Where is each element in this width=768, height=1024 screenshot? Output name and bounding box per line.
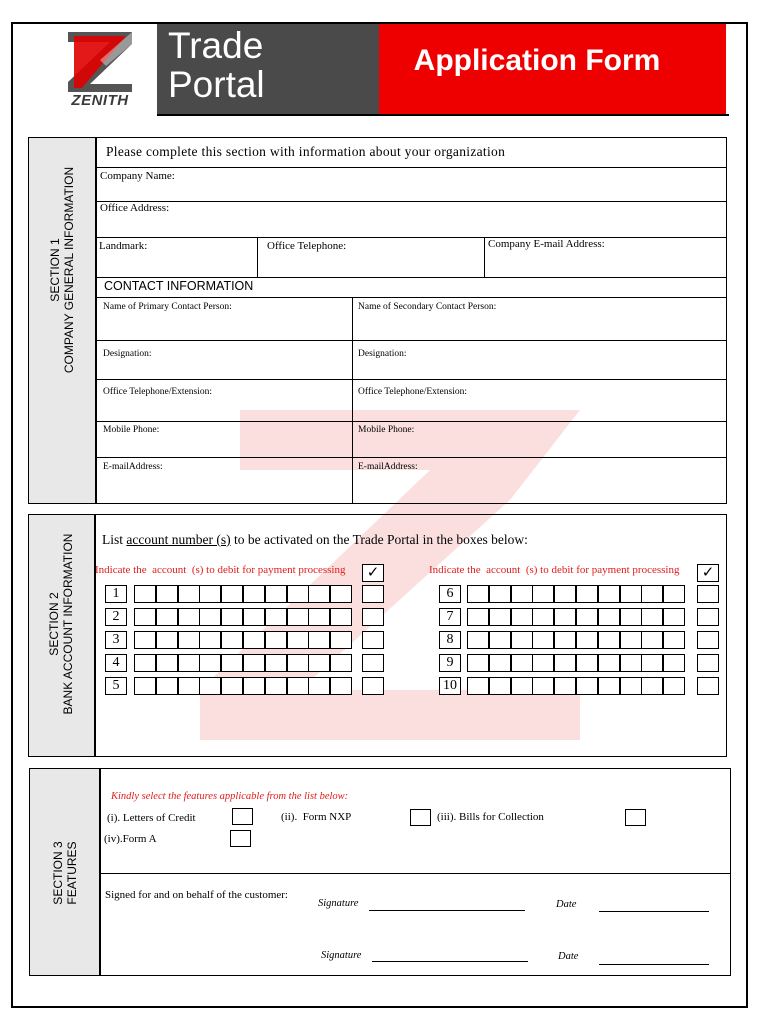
account-digit-box[interactable] [265, 608, 287, 626]
account-digit-box[interactable] [243, 608, 265, 626]
account-digit-box[interactable] [489, 677, 511, 695]
account-digit-box[interactable] [576, 608, 598, 626]
account-digit-box[interactable] [598, 677, 620, 695]
office-address-label: Office Address: [100, 202, 170, 214]
account-digit-box[interactable] [221, 654, 243, 672]
account-digit-box[interactable] [598, 608, 620, 626]
account-digit-box[interactable] [156, 677, 178, 695]
secondary-mobile-label: Mobile Phone: [358, 425, 415, 435]
account-digit-box[interactable] [178, 677, 200, 695]
right-row-number: 10 [439, 677, 461, 695]
account-digit-box[interactable] [598, 654, 620, 672]
primary-designation-field[interactable] [99, 362, 349, 378]
account-digit-box[interactable] [265, 631, 287, 649]
account-digit-box[interactable] [221, 677, 243, 695]
left-row-number: 1 [105, 585, 127, 603]
account-digit-box[interactable] [199, 631, 221, 649]
account-digit-box[interactable] [134, 608, 156, 626]
account-digit-box[interactable] [489, 608, 511, 626]
account-digit-box[interactable] [265, 677, 287, 695]
primary-mobile-label: Mobile Phone: [103, 425, 160, 435]
left-debit-note: Indicate the account (s) to debit for payment processing [95, 564, 346, 576]
signature-1-line[interactable] [369, 910, 525, 911]
left-row-number: 2 [105, 608, 127, 626]
left-row-number: 5 [105, 677, 127, 695]
date-2-label: Date [558, 951, 579, 962]
account-digit-box[interactable] [265, 654, 287, 672]
office-address-field[interactable] [98, 215, 726, 237]
secondary-office-tel-field[interactable] [355, 400, 725, 420]
right-debit-header-checkbox[interactable]: ✓ [697, 564, 719, 582]
debit-account-checkbox[interactable] [697, 654, 719, 672]
form-title: Application Form [413, 44, 661, 77]
company-email-field[interactable] [487, 254, 725, 276]
feature-form-nxp-label: (ii). Form NXP [281, 811, 352, 823]
feature-form-a-label: (iv).Form A [104, 833, 157, 845]
account-digit-box[interactable] [663, 677, 685, 695]
account-digit-box[interactable] [641, 631, 663, 649]
section-1-label [48, 120, 78, 420]
row-divider [97, 297, 727, 298]
account-digit-box[interactable] [134, 631, 156, 649]
account-digit-box[interactable] [134, 585, 156, 603]
account-digit-box[interactable] [620, 585, 642, 603]
row-divider [97, 201, 727, 202]
debit-account-checkbox[interactable] [362, 654, 384, 672]
primary-office-tel-field[interactable] [99, 400, 349, 420]
section-3-intro: Kindly select the features applicable from the list below: [111, 791, 349, 802]
account-digit-box[interactable] [620, 631, 642, 649]
account-digit-box[interactable] [511, 608, 533, 626]
account-digit-box[interactable] [511, 585, 533, 603]
signature-2-label: Signature [321, 950, 362, 961]
account-digit-box[interactable] [308, 677, 330, 695]
account-digit-box[interactable] [576, 677, 598, 695]
logo-wordmark: ZENITH [71, 92, 129, 109]
account-digit-box[interactable] [330, 631, 352, 649]
account-digit-box[interactable] [641, 585, 663, 603]
section-3-title: FEATURES [65, 841, 79, 905]
account-digit-box[interactable] [620, 608, 642, 626]
left-debit-header-checkbox[interactable]: ✓ [362, 564, 384, 582]
account-digit-box[interactable] [308, 631, 330, 649]
landmark-field[interactable] [98, 254, 256, 276]
feature-form-a-checkbox[interactable] [230, 830, 251, 847]
feature-bills-for-collection-checkbox[interactable] [625, 809, 646, 826]
account-digit-box[interactable] [554, 654, 576, 672]
secondary-designation-label: Designation: [358, 349, 407, 359]
account-digit-box[interactable] [178, 608, 200, 626]
row-divider [97, 277, 727, 278]
title-line-2: Portal [168, 64, 265, 105]
account-digit-box[interactable] [467, 677, 489, 695]
account-digit-box[interactable] [243, 677, 265, 695]
secondary-contact-label: Name of Secondary Contact Person: [358, 302, 497, 312]
section-2-intro [102, 532, 528, 548]
intro-text: to be activated on the Trade Portal in the boxes below: [230, 532, 528, 547]
feature-letters-of-credit-label: (i). Letters of Credit [107, 812, 196, 824]
account-digit-box[interactable] [156, 631, 178, 649]
account-digit-box[interactable] [511, 631, 533, 649]
account-digit-box[interactable] [330, 608, 352, 626]
primary-mobile-field[interactable] [99, 438, 349, 456]
account-digit-box[interactable] [489, 654, 511, 672]
account-digit-box[interactable] [663, 654, 685, 672]
account-digit-box[interactable] [287, 654, 309, 672]
debit-account-checkbox[interactable] [697, 631, 719, 649]
account-digit-box[interactable] [287, 677, 309, 695]
debit-account-checkbox[interactable] [362, 608, 384, 626]
account-digit-box[interactable] [287, 608, 309, 626]
primary-contact-label: Name of Primary Contact Person: [103, 302, 232, 312]
row-divider [97, 167, 727, 168]
feature-form-nxp-checkbox[interactable] [410, 809, 431, 826]
row-divider [97, 421, 727, 422]
debit-account-checkbox[interactable] [362, 631, 384, 649]
account-digit-box[interactable] [199, 654, 221, 672]
account-digit-box[interactable] [221, 585, 243, 603]
signature-2-line[interactable] [372, 961, 528, 962]
debit-account-checkbox[interactable] [697, 608, 719, 626]
left-row-number: 3 [105, 631, 127, 649]
account-digit-box[interactable] [243, 585, 265, 603]
account-digit-box[interactable] [532, 608, 554, 626]
account-digit-box[interactable] [221, 608, 243, 626]
row-divider [97, 379, 727, 380]
signed-on-behalf-label: Signed for and on behalf of the customer: [105, 889, 288, 901]
account-digit-box[interactable] [554, 631, 576, 649]
left-row-number: 4 [105, 654, 127, 672]
account-digit-box[interactable] [156, 608, 178, 626]
landmark-label: Landmark: [99, 240, 148, 252]
account-digit-box[interactable] [532, 654, 554, 672]
title-line-1: Trade [168, 25, 264, 66]
account-digit-box[interactable] [641, 654, 663, 672]
account-digit-box[interactable] [287, 631, 309, 649]
primary-office-tel-label: Office Telephone/Extension: [103, 387, 212, 397]
intro-text: List [102, 532, 127, 547]
secondary-email-field[interactable] [355, 476, 725, 500]
office-telephone-label: Office Telephone: [267, 240, 347, 252]
account-digit-box[interactable] [576, 585, 598, 603]
date-1-line[interactable] [599, 911, 709, 912]
primary-contact-field[interactable] [99, 315, 349, 339]
account-digit-box[interactable] [620, 654, 642, 672]
account-digit-box[interactable] [554, 677, 576, 695]
account-digit-box[interactable] [308, 585, 330, 603]
secondary-designation-field[interactable] [355, 362, 725, 378]
account-digit-box[interactable] [265, 585, 287, 603]
header-divider [157, 114, 729, 116]
debit-account-checkbox[interactable] [697, 585, 719, 603]
company-name-label: Company Name: [100, 170, 175, 182]
account-digit-box[interactable] [663, 608, 685, 626]
account-digit-box[interactable] [156, 585, 178, 603]
right-row-number: 8 [439, 631, 461, 649]
company-email-label: Company E-mail Address: [488, 238, 605, 250]
account-digit-box[interactable] [598, 631, 620, 649]
account-digit-box[interactable] [178, 585, 200, 603]
account-digit-box[interactable] [467, 631, 489, 649]
col-divider [257, 237, 258, 277]
account-digit-box[interactable] [178, 654, 200, 672]
feature-letters-of-credit-checkbox[interactable] [232, 808, 253, 825]
account-digit-box[interactable] [467, 608, 489, 626]
debit-account-checkbox[interactable] [362, 677, 384, 695]
section-1-number: SECTION 1 [48, 238, 62, 302]
trade-portal-title [168, 26, 265, 104]
account-digit-box[interactable] [330, 677, 352, 695]
account-digit-box[interactable] [641, 677, 663, 695]
office-telephone-field[interactable] [260, 254, 482, 276]
right-row-number: 7 [439, 608, 461, 626]
account-digit-box[interactable] [663, 585, 685, 603]
account-digit-box[interactable] [511, 677, 533, 695]
account-digit-box[interactable] [467, 654, 489, 672]
account-digit-box[interactable] [156, 654, 178, 672]
account-digit-box[interactable] [467, 585, 489, 603]
primary-designation-label: Designation: [103, 349, 152, 359]
account-digit-box[interactable] [330, 585, 352, 603]
row-divider [97, 457, 727, 458]
section-2-number: SECTION 2 [47, 592, 61, 656]
account-digit-box[interactable] [199, 608, 221, 626]
account-digit-box[interactable] [308, 654, 330, 672]
account-digit-box[interactable] [641, 608, 663, 626]
account-digit-box[interactable] [134, 677, 156, 695]
secondary-contact-field[interactable] [355, 315, 725, 339]
secondary-email-label: E-mailAddress: [358, 462, 418, 472]
row-divider [97, 237, 727, 238]
right-row-number: 9 [439, 654, 461, 672]
secondary-office-tel-label: Office Telephone/Extension: [358, 387, 467, 397]
account-digit-box[interactable] [576, 631, 598, 649]
row-divider [97, 340, 727, 341]
account-digit-box[interactable] [511, 654, 533, 672]
account-digit-box[interactable] [199, 677, 221, 695]
date-2-line[interactable] [599, 964, 709, 965]
account-digit-box[interactable] [178, 631, 200, 649]
contact-info-heading: CONTACT INFORMATION [104, 279, 254, 293]
account-digit-box[interactable] [308, 608, 330, 626]
section-2-title: BANK ACCOUNT INFORMATION [61, 533, 75, 715]
right-debit-note: Indicate the account (s) to debit for payment processing [429, 564, 680, 576]
account-digit-box[interactable] [199, 585, 221, 603]
account-digit-box[interactable] [554, 608, 576, 626]
section-3-label [51, 723, 81, 1023]
account-digit-box[interactable] [663, 631, 685, 649]
row-divider [101, 873, 730, 874]
primary-email-label: E-mailAddress: [103, 462, 163, 472]
section-3-number: SECTION 3 [51, 841, 65, 905]
debit-account-checkbox[interactable] [697, 677, 719, 695]
section-1-intro: Please complete this section with information about your organization [106, 144, 506, 159]
account-digit-box[interactable] [221, 631, 243, 649]
primary-email-field[interactable] [99, 476, 349, 500]
account-digit-box[interactable] [134, 654, 156, 672]
company-name-field[interactable] [98, 182, 726, 200]
date-1-label: Date [556, 899, 577, 910]
account-digit-box[interactable] [330, 654, 352, 672]
account-digit-box[interactable] [532, 677, 554, 695]
account-digit-box[interactable] [554, 585, 576, 603]
section-1-title: COMPANY GENERAL INFORMATION [62, 166, 76, 374]
account-digit-box[interactable] [620, 677, 642, 695]
intro-underlined: account number (s) [126, 532, 231, 547]
col-divider [484, 237, 485, 277]
account-digit-box[interactable] [598, 585, 620, 603]
account-digit-box[interactable] [532, 585, 554, 603]
right-row-number: 6 [439, 585, 461, 603]
account-digit-box[interactable] [489, 631, 511, 649]
feature-bills-for-collection-label: (iii). Bills for Collection [437, 811, 544, 823]
signature-1-label: Signature [318, 898, 359, 909]
account-digit-box[interactable] [576, 654, 598, 672]
account-digit-box[interactable] [243, 654, 265, 672]
col-divider [352, 297, 353, 503]
account-digit-box[interactable] [532, 631, 554, 649]
account-digit-box[interactable] [243, 631, 265, 649]
debit-account-checkbox[interactable] [362, 585, 384, 603]
account-digit-box[interactable] [287, 585, 309, 603]
secondary-mobile-field[interactable] [355, 438, 725, 456]
account-digit-box[interactable] [489, 585, 511, 603]
